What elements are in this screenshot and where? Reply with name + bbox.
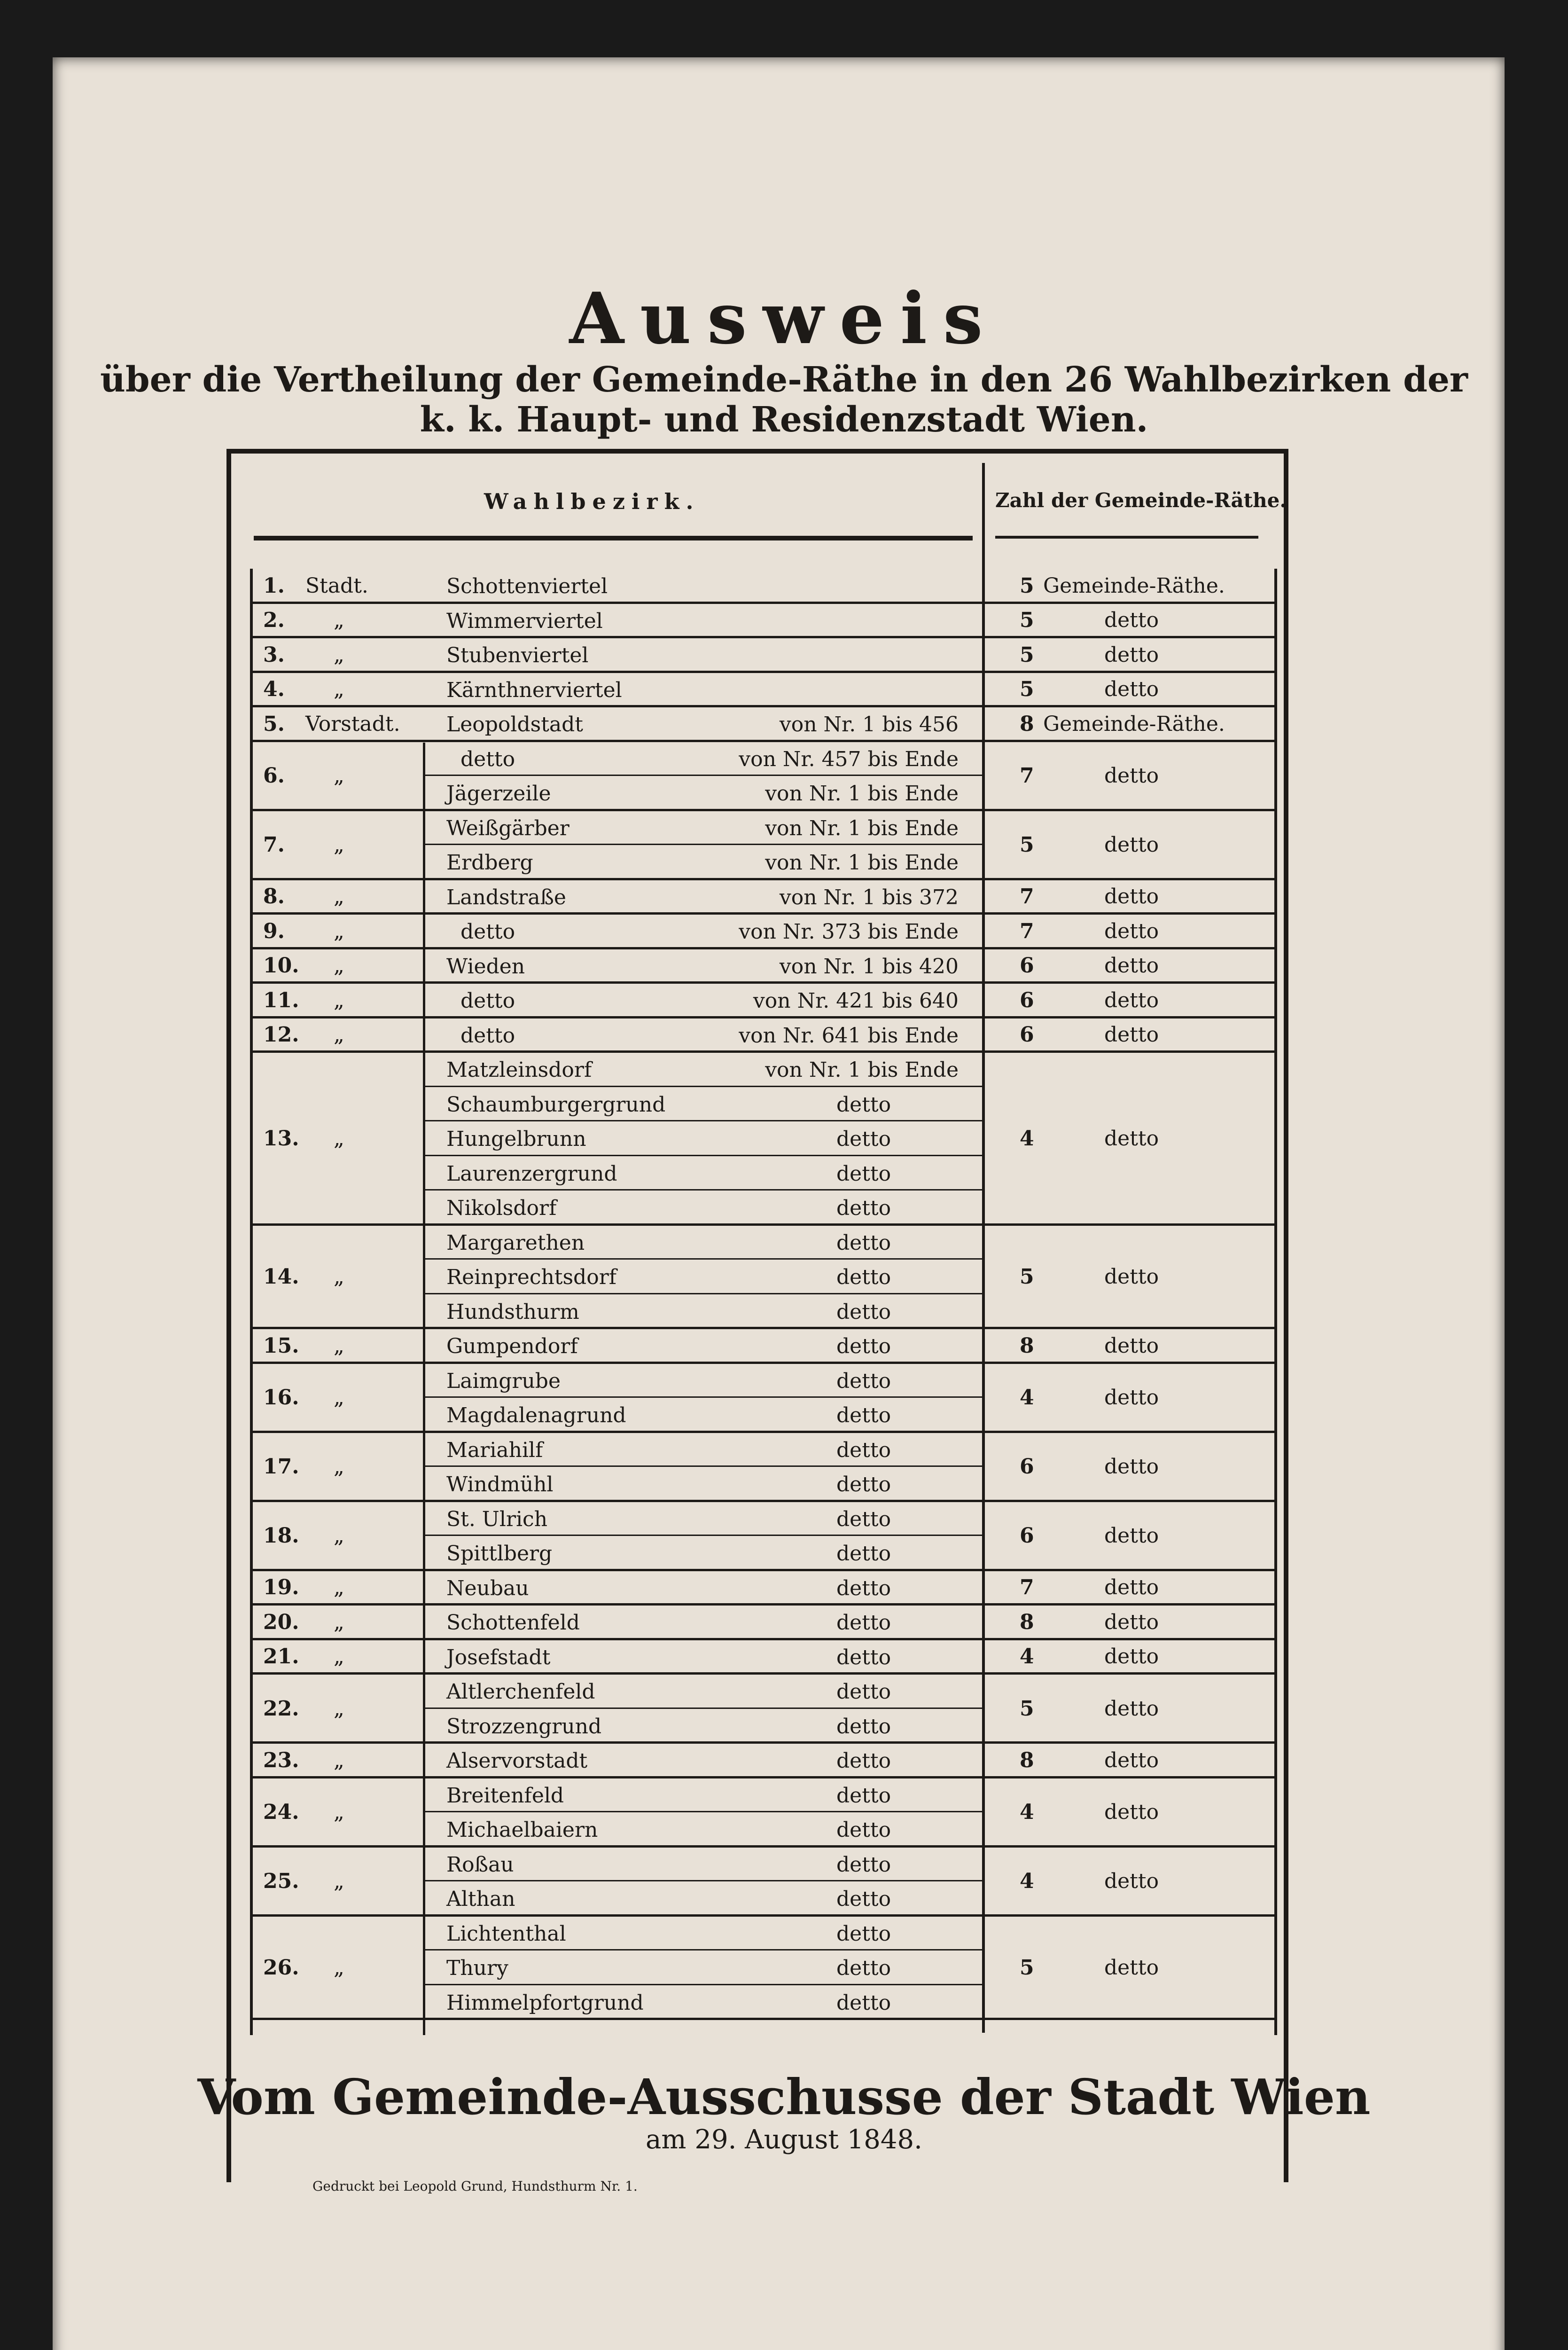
council-count: 8 — [1020, 1748, 1034, 1772]
council-unit: detto — [1104, 642, 1159, 667]
district-type: „ — [334, 1386, 344, 1410]
district-number: 15. — [263, 1333, 299, 1358]
council-unit: detto — [1104, 1333, 1159, 1358]
council-unit: detto — [1104, 919, 1159, 943]
district-type: Vorstadt. — [305, 712, 400, 736]
group-rule — [250, 878, 1277, 880]
header-count: Zahl der Gemeinde-Räthe. — [995, 489, 1287, 512]
district-name: Wimmerviertel — [446, 609, 603, 633]
column-divider-left — [250, 569, 253, 2035]
district-type: „ — [334, 1610, 344, 1634]
district-name: Leopoldstadt — [446, 713, 583, 736]
column-divider-num — [423, 743, 425, 2035]
council-unit: detto — [1104, 764, 1159, 788]
district-name: Neubau — [446, 1576, 529, 1600]
district-number: 7. — [263, 833, 285, 857]
district-name: Jägerzeile — [446, 782, 551, 806]
district-number: 23. — [263, 1748, 299, 1772]
council-count: 7 — [1020, 764, 1034, 788]
group-rule — [250, 1569, 1277, 1571]
district-type: „ — [334, 988, 344, 1012]
house-range: detto — [836, 1334, 891, 1358]
district-name: Roßau — [446, 1852, 514, 1877]
council-unit: detto — [1104, 1800, 1159, 1824]
district-type: „ — [334, 1800, 344, 1824]
council-unit: detto — [1104, 1955, 1159, 1980]
district-type: Stadt. — [305, 573, 368, 598]
district-name: Weißgärber — [446, 816, 569, 840]
council-count: 5 — [1020, 1955, 1034, 1980]
district-number: 25. — [263, 1869, 299, 1893]
district-number: 24. — [263, 1800, 299, 1824]
district-type: „ — [334, 677, 344, 702]
council-count: 8 — [1020, 1333, 1034, 1358]
row-rule — [423, 1811, 982, 1812]
district-name: Windmühl — [446, 1473, 554, 1496]
header-wahlbezirk: Wahlbezirk. — [484, 489, 700, 514]
district-name: Altlerchenfeld — [446, 1680, 595, 1704]
district-name: Laimgrube — [446, 1369, 561, 1393]
district-name: Erdberg — [446, 851, 533, 875]
district-type: „ — [334, 1748, 344, 1772]
district-name: Gumpendorf — [446, 1334, 578, 1358]
house-range: von Nr. 1 bis 456 — [779, 713, 959, 736]
council-unit: detto — [1104, 677, 1159, 702]
district-number: 26. — [263, 1955, 299, 1980]
group-rule — [250, 740, 1277, 742]
house-range: detto — [836, 1265, 891, 1289]
district-number: 16. — [263, 1386, 299, 1410]
row-rule — [423, 1984, 982, 1985]
council-unit: detto — [1104, 988, 1159, 1012]
group-rule — [250, 636, 1277, 638]
house-range: von Nr. 421 bis 640 — [753, 989, 959, 1013]
row-rule — [423, 1949, 982, 1950]
district-name: Althan — [446, 1887, 515, 1911]
house-range: detto — [836, 1645, 891, 1669]
district-name: Breitenfeld — [446, 1783, 564, 1808]
group-rule — [250, 912, 1277, 915]
house-range: detto — [836, 1783, 891, 1808]
house-range: detto — [836, 1473, 891, 1496]
district-name: Hundsthurm — [446, 1300, 579, 1324]
group-rule — [250, 1362, 1277, 1364]
district-number: 13. — [263, 1126, 299, 1151]
district-number: 12. — [263, 1023, 299, 1047]
council-count: 5 — [1020, 833, 1034, 857]
group-rule — [250, 1431, 1277, 1433]
district-number: 5. — [263, 712, 285, 736]
council-count: 5 — [1020, 1696, 1034, 1721]
district-type: „ — [334, 1524, 344, 1548]
district-type: „ — [334, 885, 344, 909]
house-range: detto — [836, 1714, 891, 1739]
district-type: „ — [334, 1023, 344, 1047]
issue-date: am 29. August 1848. — [646, 2124, 922, 2155]
row-rule — [423, 1155, 982, 1156]
house-range: von Nr. 1 bis Ende — [765, 782, 959, 806]
row-rule — [423, 775, 982, 776]
house-range: detto — [836, 1990, 891, 2015]
council-count: 4 — [1020, 1126, 1034, 1151]
council-count: 4 — [1020, 1869, 1034, 1893]
district-type: „ — [334, 608, 344, 633]
row-rule — [423, 1086, 982, 1087]
council-count: 6 — [1020, 1455, 1034, 1479]
district-number: 1. — [263, 573, 285, 598]
district-type: „ — [334, 1455, 344, 1479]
district-type: „ — [334, 1264, 344, 1289]
district-type: „ — [334, 954, 344, 978]
row-rule — [423, 1708, 982, 1709]
house-range: von Nr. 1 bis Ende — [765, 851, 959, 875]
council-unit: detto — [1104, 1386, 1159, 1410]
district-number: 10. — [263, 954, 299, 978]
district-type: „ — [334, 1955, 344, 1980]
row-rule — [423, 1396, 982, 1398]
council-unit: Gemeinde-Räthe. — [1043, 712, 1225, 736]
council-count: 4 — [1020, 1386, 1034, 1410]
district-name: Magdalenagrund — [446, 1403, 626, 1427]
council-count: 5 — [1020, 608, 1034, 633]
district-name: Josefstadt — [446, 1645, 551, 1669]
council-unit: detto — [1104, 1869, 1159, 1893]
group-rule — [250, 602, 1277, 604]
row-rule — [423, 1258, 982, 1260]
district-name: Landstraße — [446, 885, 566, 909]
group-rule — [250, 1050, 1277, 1053]
council-unit: detto — [1104, 1748, 1159, 1772]
council-unit: detto — [1104, 1023, 1159, 1047]
district-type: „ — [334, 1645, 344, 1669]
house-range: detto — [836, 1680, 891, 1704]
district-name: detto — [460, 747, 515, 771]
district-name: Matzleinsdorf — [446, 1058, 592, 1082]
district-name: Himmelpfortgrund — [446, 1990, 644, 2015]
council-count: 6 — [1020, 988, 1034, 1012]
group-rule — [250, 705, 1277, 707]
group-rule — [250, 1672, 1277, 1675]
district-name: detto — [460, 1023, 515, 1048]
row-rule — [423, 1880, 982, 1881]
district-name: Stubenviertel — [446, 643, 589, 667]
district-type: „ — [334, 1869, 344, 1893]
group-rule — [250, 1223, 1277, 1226]
house-range: von Nr. 641 bis Ende — [739, 1023, 959, 1048]
district-number: 3. — [263, 642, 285, 667]
council-count: 7 — [1020, 1575, 1034, 1600]
column-divider-right — [1274, 569, 1277, 2035]
council-count: 5 — [1020, 573, 1034, 598]
house-range: von Nr. 1 bis Ende — [765, 1058, 959, 1082]
table-frame — [226, 449, 1288, 2182]
group-rule — [250, 947, 1277, 949]
column-divider-main — [982, 463, 985, 2033]
district-number: 14. — [263, 1264, 299, 1289]
house-range: detto — [836, 1230, 891, 1255]
council-count: 7 — [1020, 885, 1034, 909]
district-number: 6. — [263, 764, 285, 788]
house-range: detto — [836, 1921, 891, 1946]
header-rule-right — [995, 536, 1258, 539]
council-count: 4 — [1020, 1800, 1034, 1824]
house-range: von Nr. 373 bis Ende — [739, 920, 959, 944]
council-count: 5 — [1020, 642, 1034, 667]
house-range: detto — [836, 1507, 891, 1531]
group-rule — [250, 671, 1277, 673]
council-count: 4 — [1020, 1645, 1034, 1669]
council-unit: detto — [1104, 1575, 1159, 1600]
group-rule — [250, 1914, 1277, 1917]
district-name: Reinprechtsdorf — [446, 1265, 617, 1289]
group-rule — [250, 1327, 1277, 1329]
house-range: von Nr. 1 bis Ende — [765, 816, 959, 840]
district-type: „ — [334, 1333, 344, 1358]
council-unit: detto — [1104, 954, 1159, 978]
council-count: 5 — [1020, 677, 1034, 702]
group-rule — [250, 809, 1277, 811]
header-rule-left — [254, 536, 973, 540]
house-range: detto — [836, 1956, 891, 1980]
district-name: Schottenfeld — [446, 1611, 580, 1635]
district-type: „ — [334, 1126, 344, 1151]
council-unit: detto — [1104, 1524, 1159, 1548]
document-subtitle-line2: k. k. Haupt- und Residenzstadt Wien. — [420, 400, 1148, 440]
house-range: detto — [836, 1403, 891, 1427]
group-rule — [250, 1603, 1277, 1606]
house-range: von Nr. 1 bis 372 — [779, 885, 959, 909]
row-rule — [423, 1465, 982, 1467]
district-type: „ — [334, 642, 344, 667]
district-type: „ — [334, 1696, 344, 1721]
house-range: detto — [836, 1542, 891, 1566]
district-name: Hungelbrunn — [446, 1127, 586, 1151]
council-unit: Gemeinde-Räthe. — [1043, 573, 1225, 598]
district-name: Spittlberg — [446, 1542, 553, 1566]
district-name: Thury — [446, 1956, 508, 1980]
house-range: detto — [836, 1749, 891, 1773]
house-range: detto — [836, 1161, 891, 1186]
group-rule — [250, 1845, 1277, 1848]
district-number: 4. — [263, 677, 285, 702]
district-name: Schottenviertel — [446, 574, 608, 598]
house-range: von Nr. 1 bis 420 — [779, 954, 959, 979]
district-type: „ — [334, 1575, 344, 1600]
group-rule — [250, 1638, 1277, 1640]
printer-imprint: Gedruckt bei Leopold Grund, Hundsthurm Nr. 1. — [312, 2178, 638, 2194]
house-range: detto — [836, 1196, 891, 1220]
district-type: „ — [334, 833, 344, 857]
document-subtitle-line1: über die Vertheilung der Gemeinde-Räthe in den 26 Wahlbezirken der — [100, 360, 1468, 400]
district-name: Schaumburgergrund — [446, 1092, 666, 1117]
council-unit: detto — [1104, 1264, 1159, 1289]
district-name: Kärnthnerviertel — [446, 678, 622, 702]
house-range: von Nr. 457 bis Ende — [739, 747, 959, 771]
council-unit: detto — [1104, 1126, 1159, 1151]
district-type: „ — [334, 764, 344, 788]
council-unit: detto — [1104, 1610, 1159, 1634]
district-name: Mariahilf — [446, 1438, 543, 1462]
council-unit: detto — [1104, 1696, 1159, 1721]
document-title: Ausweis — [569, 277, 999, 360]
row-rule — [423, 1120, 982, 1121]
house-range: detto — [836, 1369, 891, 1393]
house-range: detto — [836, 1092, 891, 1117]
district-number: 17. — [263, 1455, 299, 1479]
row-rule — [423, 1535, 982, 1536]
council-count: 7 — [1020, 919, 1034, 943]
district-number: 21. — [263, 1645, 299, 1669]
group-rule — [250, 1776, 1277, 1778]
group-rule — [250, 2018, 1277, 2020]
district-name: detto — [460, 920, 515, 944]
council-unit: detto — [1104, 608, 1159, 633]
district-number: 22. — [263, 1696, 299, 1721]
district-number: 18. — [263, 1524, 299, 1548]
district-number: 2. — [263, 608, 285, 633]
house-range: detto — [836, 1438, 891, 1462]
council-unit: detto — [1104, 833, 1159, 857]
district-name: Wieden — [446, 954, 525, 979]
district-type: „ — [334, 919, 344, 943]
district-name: St. Ulrich — [446, 1507, 548, 1531]
district-name: Alservorstadt — [446, 1749, 588, 1773]
district-name: Strozzengrund — [446, 1714, 602, 1739]
council-count: 6 — [1020, 1524, 1034, 1548]
house-range: detto — [836, 1887, 891, 1911]
group-rule — [250, 1741, 1277, 1744]
council-unit: detto — [1104, 885, 1159, 909]
council-unit: detto — [1104, 1455, 1159, 1479]
house-range: detto — [836, 1818, 891, 1842]
district-name: Margarethen — [446, 1230, 585, 1255]
council-count: 6 — [1020, 954, 1034, 978]
house-range: detto — [836, 1611, 891, 1635]
council-unit: detto — [1104, 1645, 1159, 1669]
issuer-line: Vom Gemeinde-Ausschusse der Stadt Wien — [197, 2068, 1371, 2126]
district-name: Lichtenthal — [446, 1921, 566, 1946]
district-name: detto — [460, 989, 515, 1013]
group-rule — [250, 1500, 1277, 1502]
district-number: 9. — [263, 919, 285, 943]
district-number: 8. — [263, 885, 285, 909]
house-range: detto — [836, 1852, 891, 1877]
district-number: 11. — [263, 988, 299, 1012]
district-name: Nikolsdorf — [446, 1196, 557, 1220]
district-number: 20. — [263, 1610, 299, 1634]
group-rule — [250, 1016, 1277, 1018]
group-rule — [250, 981, 1277, 984]
row-rule — [423, 1293, 982, 1294]
row-rule — [423, 1189, 982, 1191]
house-range: detto — [836, 1127, 891, 1151]
council-count: 8 — [1020, 1610, 1034, 1634]
council-count: 8 — [1020, 712, 1034, 736]
row-rule — [423, 844, 982, 845]
district-number: 19. — [263, 1575, 299, 1600]
district-name: Michaelbaiern — [446, 1818, 598, 1842]
house-range: detto — [836, 1300, 891, 1324]
council-count: 5 — [1020, 1264, 1034, 1289]
council-count: 6 — [1020, 1023, 1034, 1047]
district-name: Laurenzergrund — [446, 1161, 617, 1186]
house-range: detto — [836, 1576, 891, 1600]
